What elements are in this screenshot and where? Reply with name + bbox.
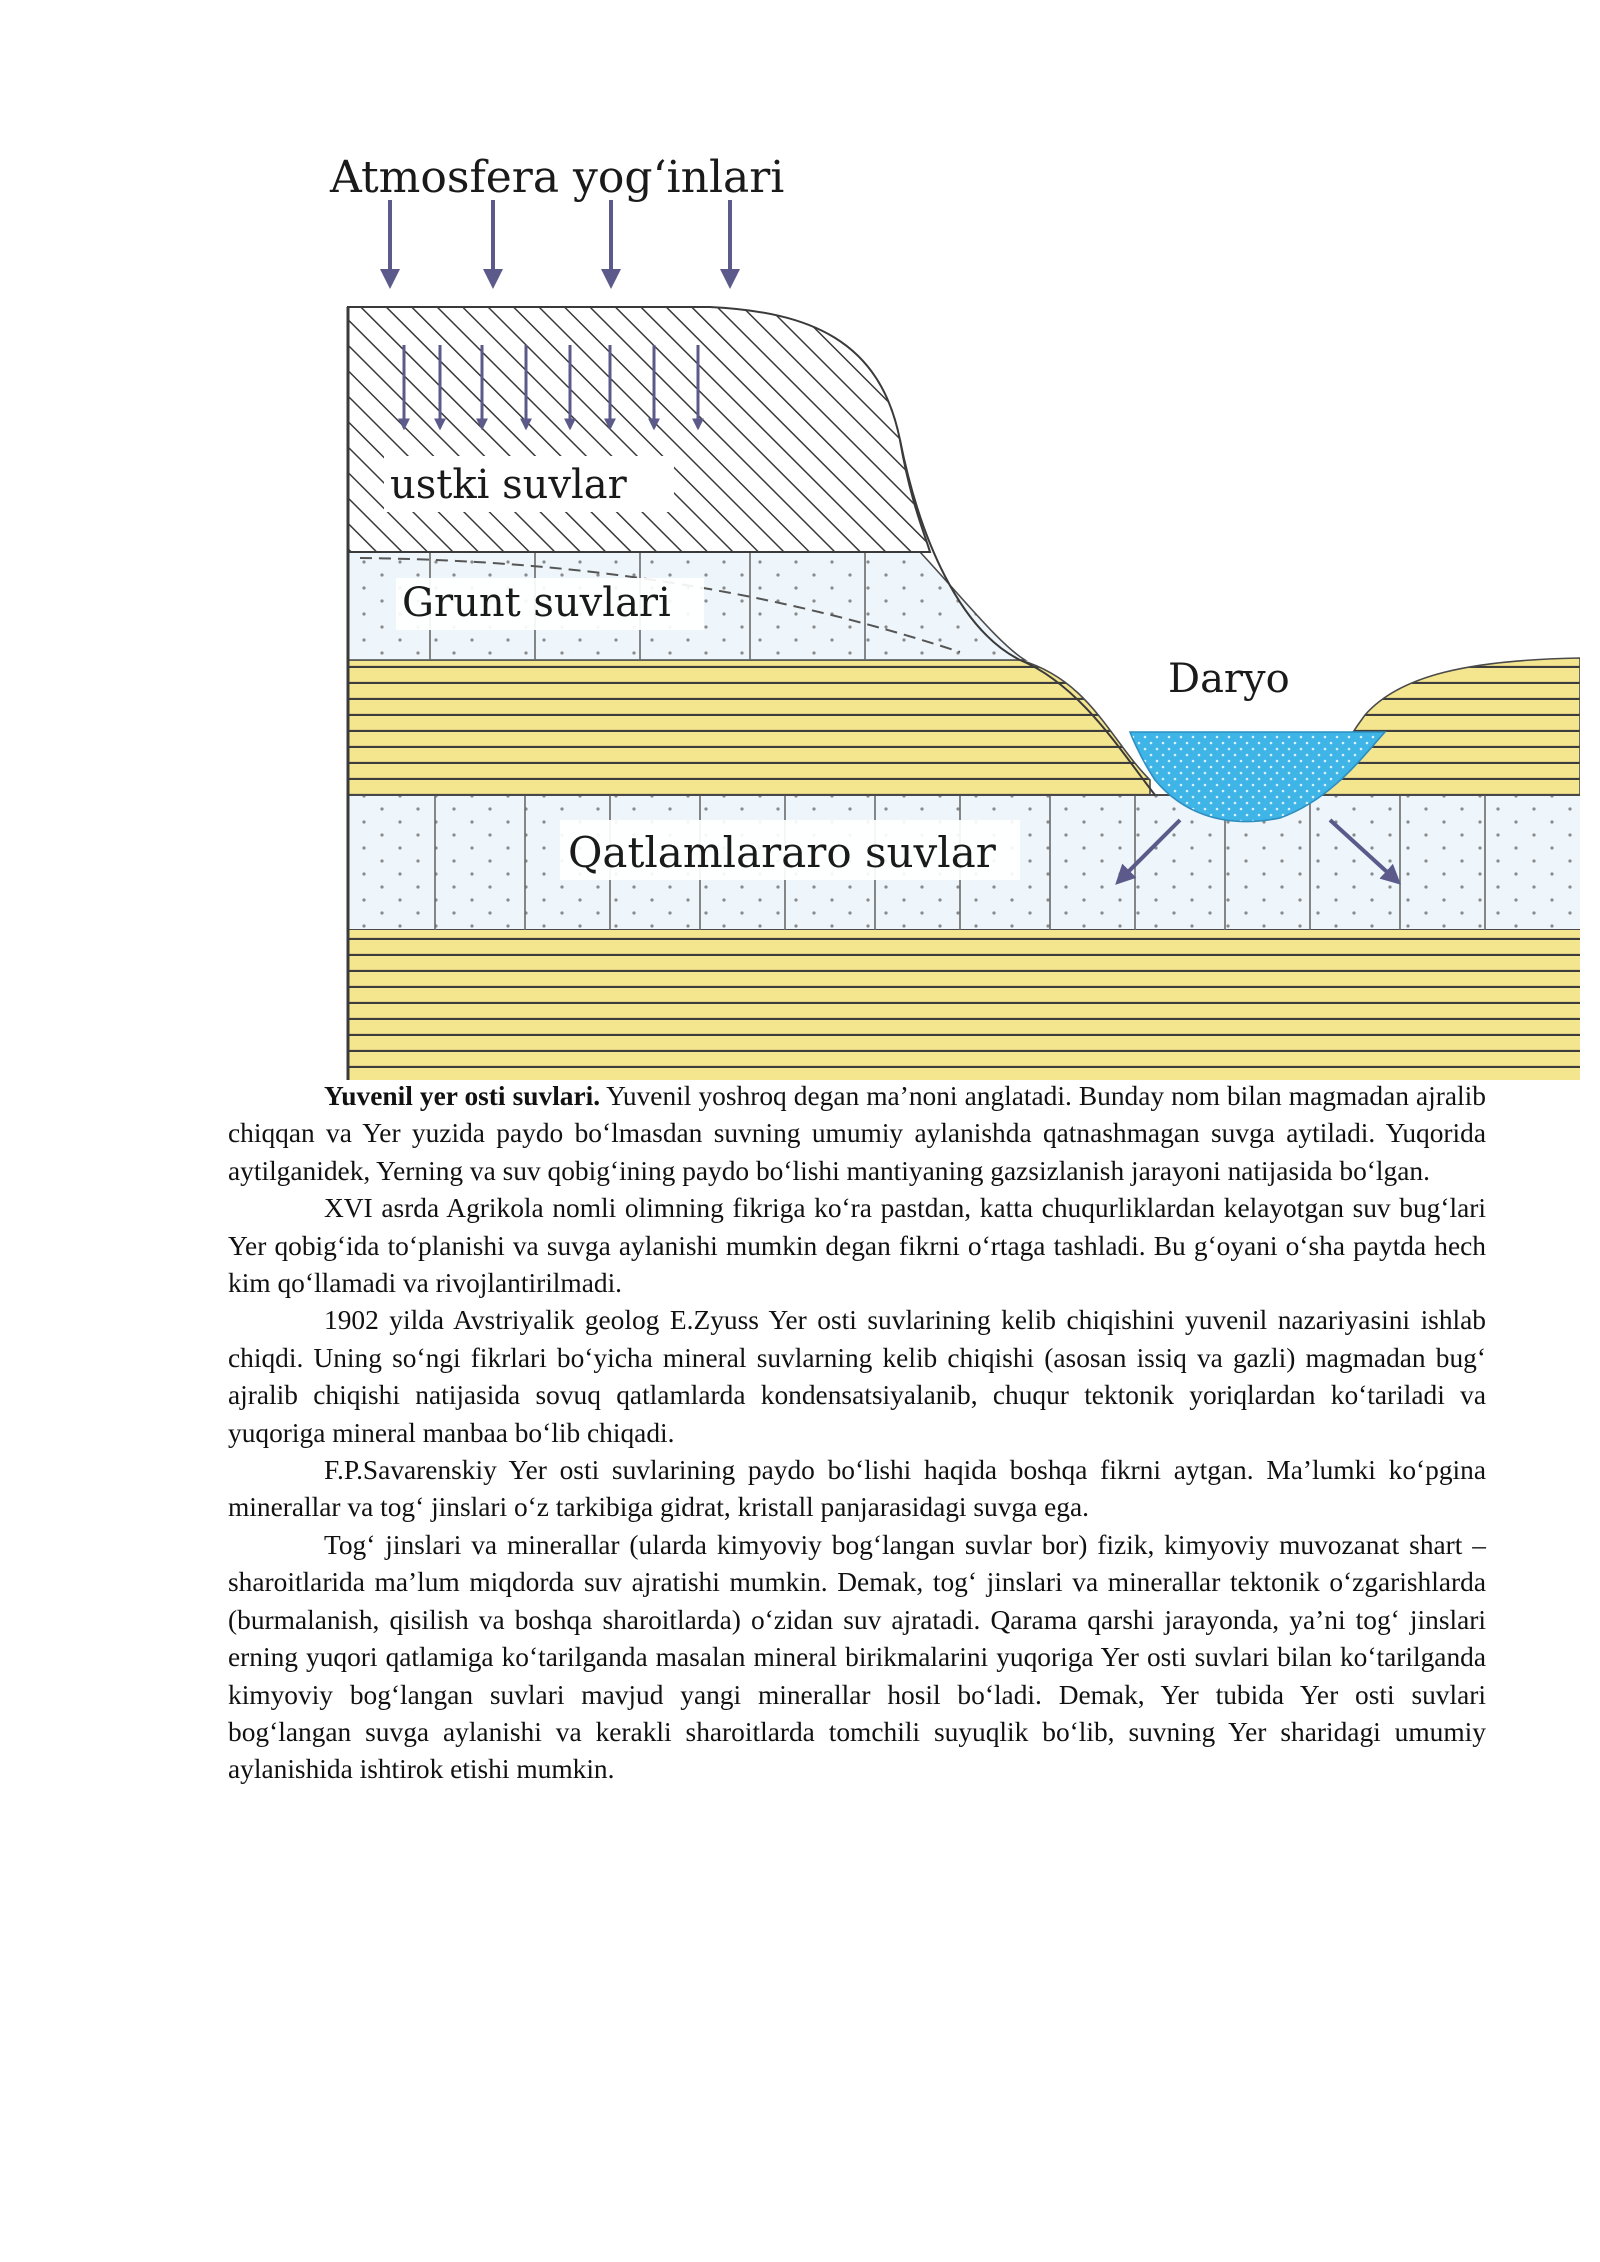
precipitation-arrows — [390, 200, 730, 285]
figure-title: Atmosfera yog‘inlari — [330, 152, 785, 203]
ground-water-label: Grunt suvlari — [402, 580, 671, 626]
paragraph: XVI asrda Agrikola nomli olimning fikriga ko‘ra pastdan, katta chuqurliklardan kelayotgan suv bug‘lari Yer qobig‘ida to‘planishi va suvga aylanishi mumkin degan fikrni o‘rtaga tashladi. Bu g‘oyani o‘sha paytda hech kim qo‘llamadi va rivojlantirilmadi. — [228, 1193, 1486, 1299]
interlayer-water-label: Qatlamlararo suvlar — [568, 828, 996, 877]
body-text — [228, 1078, 1486, 1789]
section-heading: Yuvenil yer osti suvlari. — [324, 1081, 601, 1111]
paragraph — [228, 1078, 1486, 1190]
surface-hatched-layer — [348, 307, 930, 552]
paragraph: 1902 yilda Avstriyalik geolog E.Zyuss Yer osti suvlarining kelib chiqishini yuvenil nazariyasini ishlab chiqdi. Uning so‘ngi fikrlari bo‘yicha mineral suvlarning kelib chiqishi (asosan issiq va gazli) magmadan bug‘ ajralib chiqishi natijasida sovuq qatlamlarda kondensatsiyalanib, chuqur tektonik yoriqlardan ko‘tariladi va yuqoriga mineral manbaa bo‘lib chiqadi. — [228, 1305, 1486, 1448]
paragraph: Tog‘ jinslari va minerallar (ularda kimyoviy bog‘langan suvlar bor) fizik, kimyoviy muvozanat shart – sharoitlarida ma’lum miqdorda suv ajratishi mumkin. Demak, tog‘ jinslari va minerallar tektonik o‘zgarishlarda (burmalanish, qisilish va boshqa sharoitlarda) o‘zidan suv ajratadi. Qarama qarshi jarayonda, ya’ni tog‘ jinslari erning yuqori qatlamiga ko‘tarilganda masalan mineral birikmalarini yuqoriga Yer osti suvlari bilan ko‘tarilganda kimyoviy bog‘langan suvlari mavjud yangi minerallar hosil bo‘ladi. Demak, Yer tubida Yer osti suvlari bog‘langan suvga aylanishi va kerakli sharoitlarda tomchili suyuqlik bo‘lib, suvning Yer sharidagi umumiy aylanishida ishtirok etishi mumkin. — [228, 1529, 1486, 1785]
bottom-sand-layer — [348, 930, 1580, 1080]
surface-water-label: ustki suvlar — [390, 462, 627, 508]
right-sand-layer — [1320, 658, 1580, 795]
river-label: Daryo — [1168, 656, 1290, 702]
paragraph: F.P.Savarenskiy Yer osti suvlarining paydo bo‘lishi haqida boshqa fikrni aytgan. Ma’lumki ko‘pgina minerallar va tog‘ jinslari o‘z tarkibiga gidrat, kristall panjarasidagi suvga ega. — [228, 1455, 1486, 1523]
middle-sand-layer — [348, 660, 1150, 795]
groundwater-diagram — [320, 140, 1580, 1085]
paragraph-text: Yuvenil yoshroq degan ma’noni anglatadi. Bunday nom bilan magmadan ajralib chiqqan va Yer yuzida paydo bo‘lmasdan suvning umumiy aylanishda qatnashmagan suvga aytiladi. Yuqorida aytilganidek, Yerning va suv qobig‘ining paydo bo‘lishi mantiyaning gazsizlanish jarayoni natijasida bo‘lgan. — [228, 1081, 1486, 1186]
